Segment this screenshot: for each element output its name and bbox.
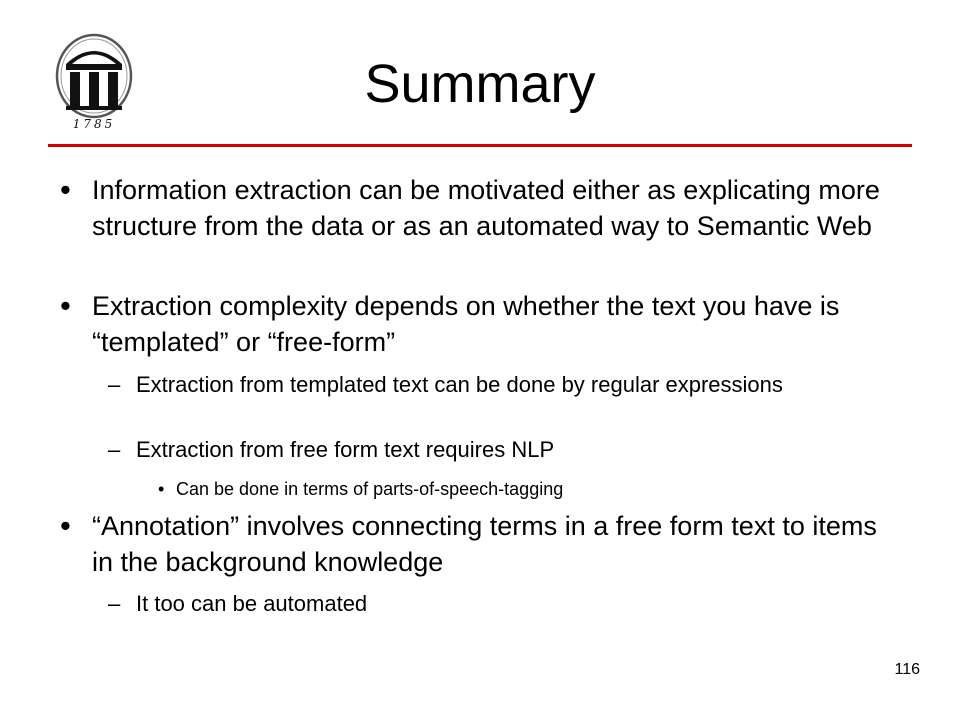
sub-bullet-text: Extraction from templated text can be done by regular expressions (136, 372, 783, 397)
bullet-text: Extraction complexity depends on whether the text you have is “templated” or “free-form” (92, 291, 840, 357)
bullet-text: “Annotation” involves connecting terms in a free form text to items in the background knowledge (92, 511, 877, 577)
sub-sub-bullet-marker: • (158, 479, 165, 499)
sub-bullet-text: Extraction from free form text requires NLP (136, 437, 555, 462)
sub-bullet-marker: – (108, 437, 121, 462)
bullet-text: Information extraction can be motivated either as explicating more structure from the data or as an automated way to Semantic Web (92, 175, 880, 241)
slide-number: 116 (894, 661, 920, 678)
sub-bullet-text: It too can be automated (136, 591, 368, 616)
bullet-marker: • (60, 288, 71, 323)
sub-bullet-marker: – (108, 372, 121, 397)
logo-year: 1785 (72, 117, 116, 131)
sub-bullet-marker: – (108, 591, 121, 616)
slide-title: Summary (364, 54, 596, 114)
bullet-marker: • (60, 508, 71, 543)
sub-sub-bullet-text: Can be done in terms of parts-of-speech-tagging (176, 479, 564, 499)
bullet-marker: • (60, 172, 71, 207)
title-divider (48, 144, 912, 147)
